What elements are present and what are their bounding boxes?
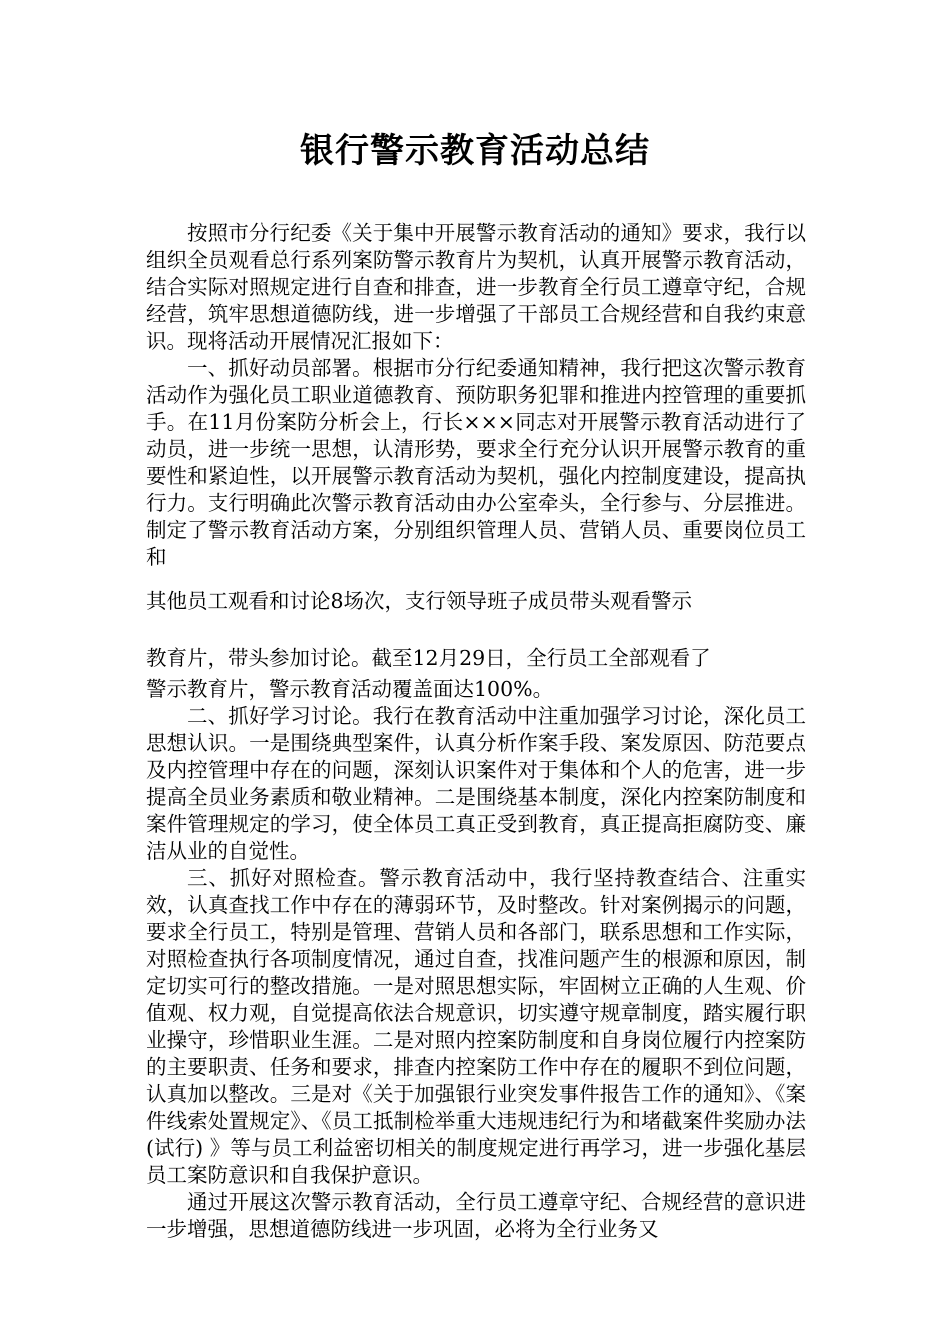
section-3-paragraph: 三、抓好对照检查。警示教育活动中，我行坚持教查结合、注重实效，认真查找工作中存在的薄弱环节，及时整改。针对案例揭示的问题，要求全行员工，特别是管理、营销人员和各部门，联系思想和工作实际，对照检查执行各项制度情况，通过自查，找准问题产生的根源和原因，制定切实可行的整改措施。一是对照思想实际，牢固树立正确的人生观、价值观、权力观，自觉提高依法合规意识，切实遵守规章制度，踏实履行职业操守，珍惜职业生涯。二是对照内控案防制度和自身岗位履行内控案防的主要职责、任务和要求，排查内控案防工作中存在的履职不到位问题，认真加以整改。三是对《关于加强银行业突发事件报告工作的通知》、《案件线索处置规定》、《员工抵制检举重大违规违纪行为和堵截案件奖励办法(试行) 》等与员工利益密切相关的制度规定进行再学习，进一步强化基层员工案防意识和自我保护意识。 — [146, 866, 806, 1187]
section-1-paragraph: 一、抓好动员部署。根据市分行纪委通知精神，我行把这次警示教育活动作为强化员工职业道德教育、预防职务犯罪和推进内控管理的重要抓手。在11月份案防分析会上，行长×××同志对开展警示教育活动进行了动员，进一步统一思想，认清形势，要求全行充分认识开展警示教育的重要性和紧迫性，以开展警示教育活动为契机，强化内控制度建设，提高执行力。支行明确此次警示教育活动由办公室牵头，全行参与、分层推进。制定了警示教育活动方案，分别组织管理人员、营销人员、重要岗位员工和 — [146, 356, 806, 569]
section-1-line-end: 警示教育片，警示教育活动覆盖面达100%。 — [146, 677, 554, 701]
document-body — [146, 220, 806, 1243]
intro-paragraph: 按照市分行纪委《关于集中开展警示教育活动的通知》要求，我行以组织全员观看总行系列案防警示教育片为契机，认真开展警示教育活动，结合实际对照规定进行自查和排查，进一步教育全行员工遵章守纪，合规经营，筑牢思想道德防线，进一步增强了干部员工合规经营和自我约束意识。现将活动开展情况汇报如下： — [146, 221, 806, 353]
section-1-line-continued-2: 教育片，带头参加讨论。截至12月29日，全行员工全部观看了 — [146, 646, 711, 670]
section-2-paragraph: 二、抓好学习讨论。我行在教育活动中注重加强学习讨论，深化员工思想认识。一是围绕典型案件，认真分析作案手段、案发原因、防范要点及内控管理中存在的问题，深刻认识案件对于集体和个人的危害，进一步提高全员业务素质和敬业精神。二是围绕基本制度，深化内控案防制度和案件管理规定的学习，使全体员工真正受到教育，真正提高拒腐防变、廉洁从业的自觉性。 — [146, 704, 806, 863]
section-1-line-continued: 其他员工观看和讨论8场次，支行领导班子成员带头观看警示 — [146, 589, 693, 613]
document-title: 银行警示教育活动总结 — [300, 131, 650, 171]
closing-paragraph: 通过开展这次警示教育活动，全行员工遵章守纪、合规经营的意识进一步增强，思想道德防线进一步巩固，必将为全行业务又 — [146, 1190, 806, 1241]
